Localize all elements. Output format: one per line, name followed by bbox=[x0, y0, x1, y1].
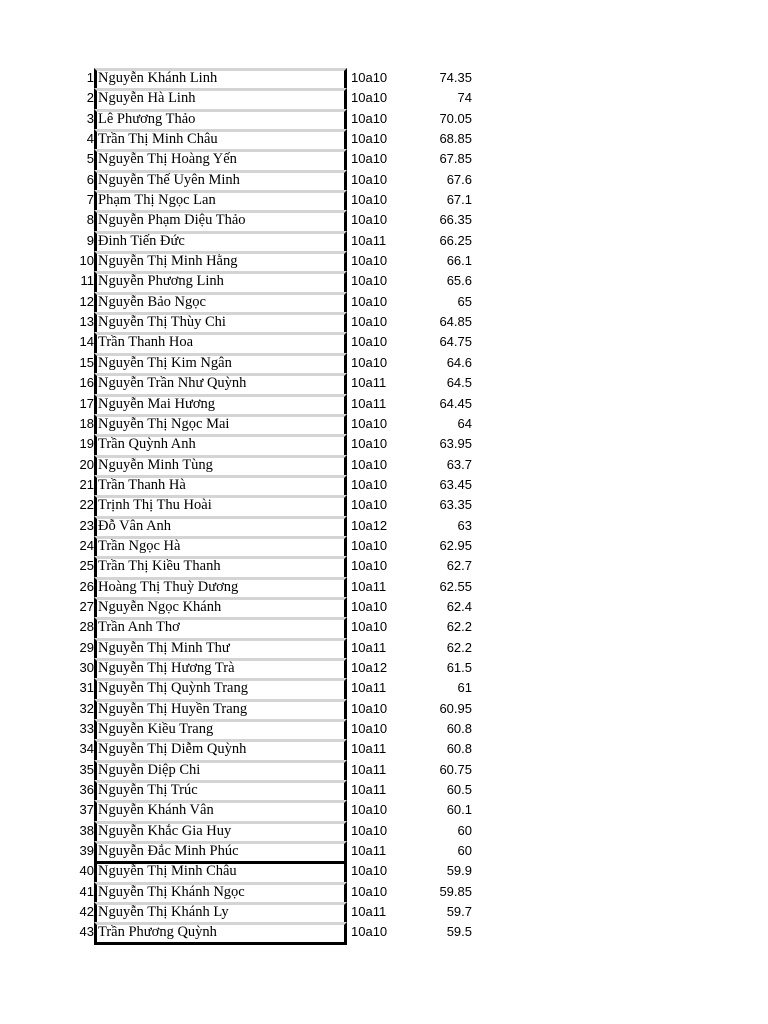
class-code: 10a10 bbox=[351, 90, 388, 106]
student-name: Trần Ngọc Hà bbox=[94, 536, 347, 556]
score: 61 bbox=[457, 680, 472, 696]
class-code: 10a11 bbox=[351, 904, 387, 920]
row-number: 37 bbox=[79, 802, 94, 818]
score: 60.5 bbox=[446, 782, 472, 798]
score: 59.5 bbox=[446, 924, 472, 940]
student-name: Nguyễn Thị Huyền Trang bbox=[94, 699, 347, 719]
score: 64.45 bbox=[439, 395, 472, 411]
score: 67.6 bbox=[446, 171, 472, 187]
student-name: Nguyễn Trần Như Quỳnh bbox=[94, 373, 347, 393]
score: 64.5 bbox=[446, 375, 472, 391]
student-name: Hoàng Thị Thuỳ Dương bbox=[94, 577, 347, 597]
table-row bbox=[0, 699, 768, 719]
table-row bbox=[0, 495, 768, 515]
table-row bbox=[0, 739, 768, 759]
table-row bbox=[0, 109, 768, 129]
class-code: 10a10 bbox=[351, 131, 388, 147]
table-row bbox=[0, 760, 768, 780]
class-code: 10a11 bbox=[351, 741, 387, 757]
student-name: Phạm Thị Ngọc Lan bbox=[94, 190, 347, 210]
class-code: 10a10 bbox=[351, 110, 388, 126]
class-code: 10a10 bbox=[351, 456, 388, 472]
row-number: 28 bbox=[79, 619, 94, 635]
class-code: 10a10 bbox=[351, 273, 388, 289]
student-name: Trần Thị Minh Châu bbox=[94, 129, 347, 149]
score: 60.1 bbox=[446, 802, 472, 818]
class-code: 10a10 bbox=[351, 192, 388, 208]
score: 63.95 bbox=[439, 436, 472, 452]
score: 66.25 bbox=[439, 232, 472, 248]
row-number: 40 bbox=[79, 863, 94, 879]
score: 62.7 bbox=[446, 558, 472, 574]
class-code: 10a11 bbox=[351, 375, 387, 391]
row-number: 4 bbox=[86, 131, 94, 147]
class-code: 10a10 bbox=[351, 171, 388, 187]
ranking-table bbox=[0, 68, 768, 943]
student-name: Nguyễn Thị Minh Châu bbox=[94, 861, 347, 881]
table-row bbox=[0, 882, 768, 902]
row-number: 9 bbox=[86, 232, 94, 248]
table-row bbox=[0, 577, 768, 597]
class-code: 10a10 bbox=[351, 354, 388, 370]
score: 60.95 bbox=[439, 700, 472, 716]
table-row bbox=[0, 719, 768, 739]
class-code: 10a10 bbox=[351, 151, 388, 167]
row-number: 36 bbox=[79, 782, 94, 798]
row-number: 7 bbox=[86, 192, 94, 208]
score: 62.2 bbox=[446, 619, 472, 635]
score: 62.2 bbox=[446, 639, 472, 655]
row-number: 26 bbox=[79, 578, 94, 594]
table-row bbox=[0, 821, 768, 841]
score: 64.75 bbox=[439, 334, 472, 350]
student-name: Nguyễn Thị Diễm Quỳnh bbox=[94, 739, 347, 759]
score: 65 bbox=[457, 293, 472, 309]
row-number: 34 bbox=[79, 741, 94, 757]
class-code: 10a10 bbox=[351, 883, 388, 899]
score: 67.1 bbox=[446, 192, 472, 208]
table-row bbox=[0, 597, 768, 617]
row-number: 25 bbox=[79, 558, 94, 574]
score: 59.9 bbox=[446, 863, 472, 879]
score: 64.85 bbox=[439, 314, 472, 330]
class-code: 10a11 bbox=[351, 639, 387, 655]
row-number: 14 bbox=[79, 334, 94, 350]
class-code: 10a10 bbox=[351, 253, 388, 269]
table-row bbox=[0, 312, 768, 332]
row-number: 10 bbox=[79, 253, 94, 269]
score: 63 bbox=[457, 517, 472, 533]
class-code: 10a10 bbox=[351, 212, 388, 228]
student-name: Trần Quỳnh Anh bbox=[94, 434, 347, 454]
score: 60.8 bbox=[446, 721, 472, 736]
score: 60.75 bbox=[439, 761, 472, 777]
class-code: 10a10 bbox=[351, 415, 388, 431]
student-name: Nguyễn Khánh Vân bbox=[94, 800, 347, 820]
row-number: 23 bbox=[79, 517, 94, 533]
table-row bbox=[0, 455, 768, 475]
class-code: 10a12 bbox=[351, 517, 388, 533]
row-number: 24 bbox=[79, 537, 94, 553]
class-code: 10a11 bbox=[351, 232, 387, 248]
row-number: 6 bbox=[86, 171, 94, 187]
row-number: 8 bbox=[86, 212, 94, 228]
class-code: 10a10 bbox=[351, 293, 388, 309]
row-number: 31 bbox=[79, 680, 94, 696]
class-code: 10a12 bbox=[351, 659, 388, 675]
student-name: Trần Thanh Hoa bbox=[94, 332, 347, 352]
table-row bbox=[0, 251, 768, 271]
class-code: 10a10 bbox=[351, 537, 388, 553]
table-row bbox=[0, 475, 768, 495]
class-code: 10a10 bbox=[351, 700, 388, 716]
student-name: Nguyễn Thị Hương Trà bbox=[94, 658, 347, 678]
student-name: Nguyễn Thị Trúc bbox=[94, 780, 347, 800]
row-number: 30 bbox=[79, 659, 94, 675]
student-name: Nguyễn Kiều Trang bbox=[94, 719, 347, 739]
class-code: 10a11 bbox=[351, 680, 387, 696]
row-number: 16 bbox=[79, 375, 94, 391]
table-row bbox=[0, 922, 768, 942]
score: 63.7 bbox=[446, 456, 472, 472]
table-row bbox=[0, 556, 768, 576]
score: 70.05 bbox=[439, 110, 472, 126]
score: 60 bbox=[457, 822, 472, 838]
row-number: 33 bbox=[79, 721, 94, 736]
table-row bbox=[0, 902, 768, 922]
class-code: 10a11 bbox=[351, 395, 387, 411]
row-number: 43 bbox=[79, 924, 94, 940]
table-row bbox=[0, 414, 768, 434]
class-code: 10a10 bbox=[351, 619, 388, 635]
student-name: Nguyễn Khắc Gia Huy bbox=[94, 821, 347, 841]
student-name: Nguyễn Diệp Chi bbox=[94, 760, 347, 780]
score: 62.95 bbox=[439, 537, 472, 553]
class-code: 10a11 bbox=[351, 761, 387, 777]
row-number: 3 bbox=[86, 110, 94, 126]
score: 67.85 bbox=[439, 151, 472, 167]
row-number: 35 bbox=[79, 761, 94, 777]
student-name: Nguyễn Đắc Minh Phúc bbox=[94, 841, 347, 861]
table-row bbox=[0, 678, 768, 698]
class-code: 10a10 bbox=[351, 802, 388, 818]
class-code: 10a11 bbox=[351, 578, 387, 594]
score: 63.45 bbox=[439, 476, 472, 492]
table-row bbox=[0, 170, 768, 190]
student-name: Nguyễn Thế Uyên Minh bbox=[94, 170, 347, 190]
table-row bbox=[0, 68, 768, 88]
student-name: Trần Phương Quỳnh bbox=[94, 922, 347, 945]
student-name: Nguyễn Thị Khánh Ngọc bbox=[94, 882, 347, 902]
table-row bbox=[0, 434, 768, 454]
table-row bbox=[0, 149, 768, 169]
table-row bbox=[0, 373, 768, 393]
table-row bbox=[0, 292, 768, 312]
table-row bbox=[0, 88, 768, 108]
student-name: Nguyễn Thị Thùy Chi bbox=[94, 312, 347, 332]
score: 62.55 bbox=[439, 578, 472, 594]
score: 61.5 bbox=[446, 659, 472, 675]
class-code: 10a10 bbox=[351, 598, 388, 614]
student-name: Nguyễn Thị Kim Ngân bbox=[94, 353, 347, 373]
score: 62.4 bbox=[446, 598, 472, 614]
student-name: Nguyễn Thị Hoàng Yến bbox=[94, 149, 347, 169]
score: 74.35 bbox=[439, 70, 472, 85]
student-name: Nguyễn Thị Minh Thư bbox=[94, 638, 347, 658]
class-code: 10a10 bbox=[351, 497, 388, 513]
student-name: Đinh Tiến Đức bbox=[94, 231, 347, 251]
class-code: 10a10 bbox=[351, 822, 388, 838]
class-code: 10a11 bbox=[351, 782, 387, 798]
score: 66.35 bbox=[439, 212, 472, 228]
score: 59.7 bbox=[446, 904, 472, 920]
row-number: 17 bbox=[79, 395, 94, 411]
row-number: 20 bbox=[79, 456, 94, 472]
class-code: 10a11 bbox=[351, 843, 387, 859]
table-row bbox=[0, 190, 768, 210]
score: 65.6 bbox=[446, 273, 472, 289]
row-number: 22 bbox=[79, 497, 94, 513]
class-code: 10a10 bbox=[351, 721, 388, 736]
class-code: 10a10 bbox=[351, 558, 388, 574]
class-code: 10a10 bbox=[351, 436, 388, 452]
student-name: Trịnh Thị Thu Hoài bbox=[94, 495, 347, 515]
student-name: Nguyễn Mai Hương bbox=[94, 394, 347, 414]
class-code: 10a10 bbox=[351, 334, 388, 350]
table-row bbox=[0, 353, 768, 373]
table-row bbox=[0, 536, 768, 556]
student-name: Nguyễn Hà Linh bbox=[94, 88, 347, 108]
student-name: Nguyễn Thị Ngọc Mai bbox=[94, 414, 347, 434]
row-number: 38 bbox=[79, 822, 94, 838]
score: 74 bbox=[457, 90, 472, 106]
class-code: 10a10 bbox=[351, 70, 388, 85]
student-name: Trần Thị Kiều Thanh bbox=[94, 556, 347, 576]
table-row bbox=[0, 617, 768, 637]
row-number: 1 bbox=[86, 70, 94, 85]
row-number: 32 bbox=[79, 700, 94, 716]
score: 60 bbox=[457, 843, 472, 859]
row-number: 12 bbox=[79, 293, 94, 309]
student-name: Trần Anh Thơ bbox=[94, 617, 347, 637]
row-number: 11 bbox=[80, 273, 94, 289]
table-row bbox=[0, 800, 768, 820]
student-name: Nguyễn Khánh Linh bbox=[94, 68, 347, 88]
student-name: Lê Phương Thảo bbox=[94, 109, 347, 129]
table-row bbox=[0, 231, 768, 251]
class-code: 10a10 bbox=[351, 314, 388, 330]
score: 64 bbox=[457, 415, 472, 431]
table-row bbox=[0, 658, 768, 678]
row-number: 21 bbox=[79, 476, 94, 492]
row-number: 42 bbox=[79, 904, 94, 920]
score: 64.6 bbox=[446, 354, 472, 370]
row-number: 29 bbox=[79, 639, 94, 655]
table-row bbox=[0, 861, 768, 881]
row-number: 39 bbox=[79, 843, 94, 859]
student-name: Nguyễn Thị Khánh Ly bbox=[94, 902, 347, 922]
table-row bbox=[0, 638, 768, 658]
table-row bbox=[0, 841, 768, 861]
student-name: Đỗ Vân Anh bbox=[94, 516, 347, 536]
student-name: Nguyễn Ngọc Khánh bbox=[94, 597, 347, 617]
score: 68.85 bbox=[439, 131, 472, 147]
row-number: 15 bbox=[79, 354, 94, 370]
class-code: 10a10 bbox=[351, 863, 388, 879]
student-name: Nguyễn Phạm Diệu Thảo bbox=[94, 210, 347, 230]
student-name: Nguyễn Bảo Ngọc bbox=[94, 292, 347, 312]
score: 63.35 bbox=[439, 497, 472, 513]
class-code: 10a10 bbox=[351, 924, 388, 940]
table-row bbox=[0, 210, 768, 230]
row-number: 5 bbox=[86, 151, 94, 167]
student-name: Nguyễn Minh Tùng bbox=[94, 455, 347, 475]
table-row bbox=[0, 780, 768, 800]
row-number: 27 bbox=[79, 598, 94, 614]
table-row bbox=[0, 332, 768, 352]
row-number: 41 bbox=[79, 883, 94, 899]
row-number: 19 bbox=[79, 436, 94, 452]
table-row bbox=[0, 129, 768, 149]
class-code: 10a10 bbox=[351, 476, 388, 492]
row-number: 18 bbox=[79, 415, 94, 431]
score: 66.1 bbox=[446, 253, 472, 269]
table-row bbox=[0, 516, 768, 536]
row-number: 2 bbox=[86, 90, 94, 106]
student-name: Trần Thanh Hà bbox=[94, 475, 347, 495]
table-row bbox=[0, 271, 768, 291]
student-name: Nguyễn Phương Linh bbox=[94, 271, 347, 291]
score: 59.85 bbox=[439, 883, 472, 899]
score: 60.8 bbox=[446, 741, 472, 757]
student-name: Nguyễn Thị Quỳnh Trang bbox=[94, 678, 347, 698]
row-number: 13 bbox=[79, 314, 94, 330]
student-name: Nguyễn Thị Minh Hằng bbox=[94, 251, 347, 271]
table-row bbox=[0, 394, 768, 414]
